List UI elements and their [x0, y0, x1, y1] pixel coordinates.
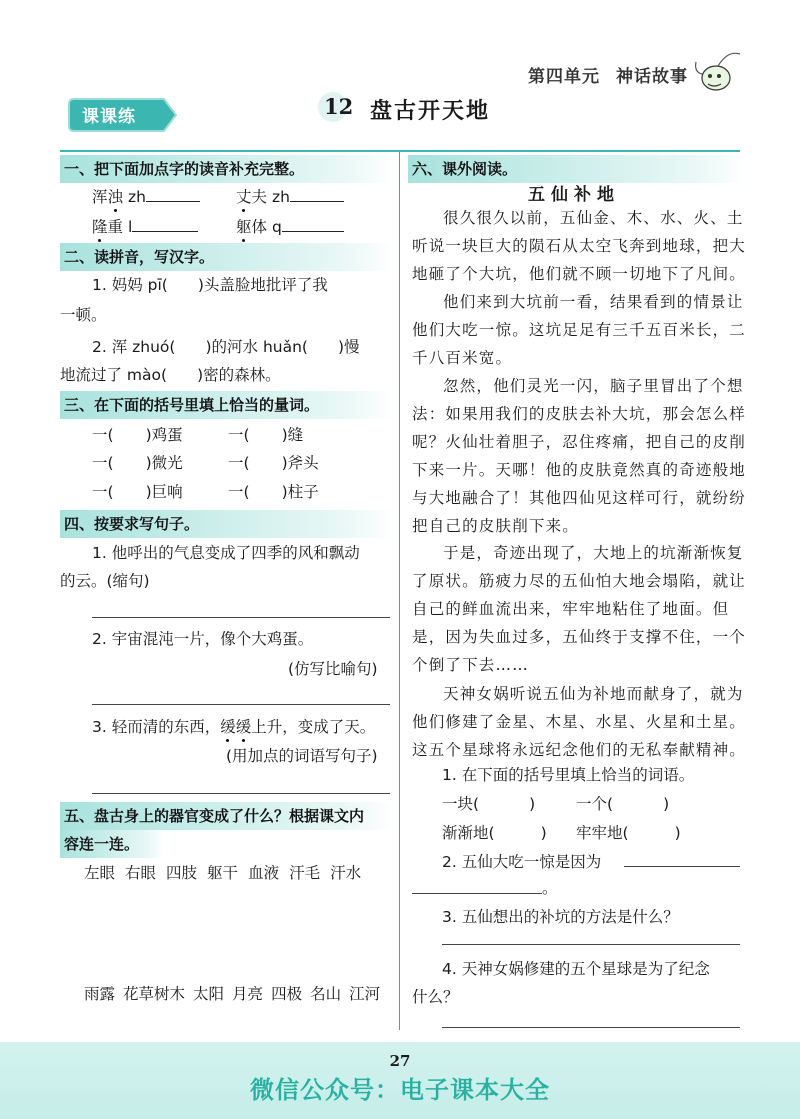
- text: 一(: [92, 426, 114, 444]
- section-5-title-line2: 容连一连。: [60, 830, 164, 858]
- dotted-char: 丈: [236, 188, 252, 206]
- reading-paragraph-3: 忽然，他们灵光一闪，脑子里冒出了个想法：如果用我们的皮肤去补大坑，那会怎么样呢？火仙壮着胆子，忍住疼痛，把自己的皮削下来一片。天哪！他的皮肤竟然真的奇迹般地与大地融合了！其他四仙见这样可行，就纷纷把自己的皮肤削下来。: [412, 377, 747, 535]
- measure-word-item: 一( )柱子: [228, 483, 319, 501]
- text: ): [540, 824, 547, 842]
- noun: 鸡蛋: [151, 426, 183, 444]
- transformations-row: [84, 983, 380, 1005]
- text: 一(: [228, 454, 250, 472]
- dotted-char: 缓: [220, 718, 236, 736]
- text: 一个(: [576, 795, 614, 813]
- reading-q2-end: 。: [542, 879, 558, 897]
- answer-blank[interactable]: [290, 187, 344, 202]
- section-2-title: 二、读拼音，写汉字。: [60, 243, 394, 271]
- page-number: 27: [389, 1052, 411, 1070]
- pinyin-hint: q: [271, 218, 282, 236]
- reading-q1-item: [576, 793, 669, 815]
- sec4-q1-line2: 的云。(缩句): [60, 572, 150, 590]
- section-1-title: 一、把下面加点字的读音补充完整。: [60, 155, 394, 183]
- text: )慢: [337, 338, 360, 356]
- organ-item[interactable]: 汗毛: [289, 864, 321, 882]
- unit-theme: 神话故事: [616, 67, 688, 87]
- text: 牢牢地(: [576, 824, 629, 842]
- transformation-item[interactable]: 四极: [271, 985, 303, 1003]
- reading-q1-item: [442, 822, 547, 844]
- answer-blank[interactable]: [146, 187, 200, 202]
- text: 一(: [92, 483, 114, 501]
- dotted-char: 隆: [92, 218, 108, 236]
- sec4-q2-line1: 2. 宇宙混沌一片，像个大鸡蛋。: [92, 630, 314, 648]
- lesson-title: 盘古开天地: [370, 98, 491, 124]
- reading-q2: 2. 五仙大吃一惊是因为: [442, 853, 602, 871]
- pinyin-item-1: [92, 186, 200, 208]
- section-6-title: 六、课外阅读。: [408, 155, 746, 183]
- section-4-title: 四、按要求写句子。: [60, 510, 394, 538]
- measure-word-item: 一( )巨响: [92, 483, 183, 501]
- unit-label: 第四单元: [528, 67, 600, 87]
- answer-line[interactable]: [92, 704, 390, 705]
- sec4-q2-hint: (仿写比喻句): [288, 660, 378, 678]
- text: 3. 轻而清的东西，: [92, 718, 221, 736]
- sec2-q1-line2: 一顿。: [60, 306, 107, 324]
- dotted-char: 躯: [236, 218, 252, 236]
- answer-line[interactable]: [624, 866, 740, 867]
- text: 上升，变成了天。: [251, 718, 376, 736]
- transformation-item[interactable]: 雨露: [84, 985, 116, 1003]
- transformation-item[interactable]: 花草树木: [123, 985, 186, 1003]
- measure-word-item: 一( )斧头: [228, 454, 319, 472]
- text: ): [529, 795, 536, 813]
- reading-title: 五仙补地: [528, 185, 620, 205]
- reading-paragraph-5: 天神女娲听说五仙为补地而献身了，就为他们修建了金星、木星、水星、火星和土星。这五个星球将永远纪念他们的无私奉献精神。: [412, 685, 747, 759]
- transformation-item[interactable]: 月亮: [232, 985, 264, 1003]
- pinyin-hint: zh: [271, 188, 290, 206]
- reading-paragraph-1: 很久很久以前，五仙金、木、水、火、土听说一块巨大的陨石从太空飞奔到地球，把大地砸了个大坑，他们就不顾一切地下了凡间。: [412, 209, 747, 283]
- sec2-q1-line1: [92, 274, 328, 296]
- reading-q4-line1: 4. 天神女娲修建的五个星球是为了纪念: [442, 960, 710, 978]
- answer-line[interactable]: [442, 944, 740, 945]
- text: 2. 浑 zhuó(: [92, 338, 176, 356]
- answer-line[interactable]: [92, 793, 390, 794]
- measure-word-item: 一( )鸡蛋: [92, 426, 183, 444]
- char: 重: [107, 218, 124, 236]
- section-3-title: 三、在下面的括号里填上恰当的量词。: [60, 391, 394, 419]
- answer-line[interactable]: [92, 617, 390, 618]
- text: 地流过了 mào(: [60, 366, 168, 384]
- noun: 微光: [151, 454, 183, 472]
- reading-paragraph-4: 于是，奇迹出现了，大地上的坑渐渐恢复了原状。筋疲力尽的五仙怕大地会塌陷，就让自己的鲜血流出来，牢牢地粘住了地面。但是，因为失血过多，五仙终于支撑不住，一个个倒了下去……: [412, 544, 747, 674]
- text: 1. 妈妈 pī(: [92, 276, 168, 294]
- dotted-char: 浊: [107, 188, 124, 206]
- sec2-q2-line2: [60, 364, 281, 386]
- dotted-char: 缓: [235, 718, 252, 736]
- section-5-title-line1: 五、盘古身上的器官变成了什么？根据课文内: [60, 802, 394, 830]
- noun: 斧头: [287, 454, 319, 472]
- text: ): [663, 795, 670, 813]
- text: ): [674, 824, 681, 842]
- answer-line[interactable]: [412, 893, 542, 894]
- text: )密的森林。: [197, 366, 281, 384]
- reading-q1-item: [576, 822, 681, 844]
- pinyin-hint: l: [127, 218, 133, 236]
- sec2-q2-line1: [92, 336, 360, 358]
- badge-text: 课课练: [82, 107, 136, 127]
- transformation-item[interactable]: 太阳: [193, 985, 225, 1003]
- organ-item[interactable]: 血液: [248, 864, 280, 882]
- reading-paragraph-2: 他们来到大坑前一看，结果看到的情景让他们大吃一惊。这坑足足有三千五百米长，二千八百米宽。: [412, 293, 747, 367]
- reading-q4-line2: 什么？: [412, 988, 459, 1006]
- sec4-q1-line1: 1. 他呼出的气息变成了四季的风和飘动: [92, 544, 360, 562]
- char: 浑: [92, 188, 108, 206]
- char: 夫: [251, 188, 268, 206]
- column-divider: [399, 152, 400, 1030]
- mascot-illustration-icon: [688, 44, 748, 100]
- pinyin-hint: zh: [127, 188, 146, 206]
- text: 一(: [92, 454, 114, 472]
- transformation-item[interactable]: 名山: [310, 985, 342, 1003]
- organ-item[interactable]: 左眼: [84, 864, 116, 882]
- pinyin-item-3: [92, 216, 198, 238]
- char: 体: [251, 218, 268, 236]
- reading-q1-item: [442, 793, 535, 815]
- sec4-q3-line1: [92, 716, 375, 738]
- watermark: 微信公众号：电子课本大全: [250, 1076, 550, 1104]
- noun: 柱子: [287, 483, 319, 501]
- organ-item[interactable]: 四肢: [166, 864, 198, 882]
- organs-row: [84, 862, 361, 884]
- text: 渐渐地(: [442, 824, 495, 842]
- answer-line[interactable]: [442, 1027, 740, 1028]
- text: 一(: [228, 426, 250, 444]
- text: )的河水 huǎn(: [205, 338, 308, 356]
- noun: 缝: [287, 426, 304, 444]
- text: 一(: [228, 483, 250, 501]
- answer-blank[interactable]: [282, 217, 344, 232]
- measure-word-item: 一( )微光: [92, 454, 183, 472]
- text: )头盖脸地批评了我: [197, 276, 328, 294]
- noun: 巨响: [151, 483, 183, 501]
- lesson-number: 12: [324, 94, 354, 119]
- organ-item[interactable]: 汗水: [330, 864, 362, 882]
- pinyin-item-2: [236, 186, 344, 208]
- pinyin-item-4: [236, 216, 344, 238]
- text: 一块(: [442, 795, 480, 813]
- transformation-item[interactable]: 江河: [349, 985, 381, 1003]
- reading-q3: 3. 五仙想出的补坑的方法是什么？: [442, 908, 679, 926]
- unit-header: [528, 62, 688, 87]
- organ-item[interactable]: 右眼: [125, 864, 157, 882]
- reading-q1: 1. 在下面的括号里填上恰当的词语。: [442, 766, 695, 784]
- measure-word-item: 一( )缝: [228, 426, 304, 444]
- sec4-q3-hint: (用加点的词语写句子): [226, 747, 378, 765]
- header-rule: [60, 150, 740, 152]
- organ-item[interactable]: 躯干: [207, 864, 239, 882]
- answer-blank[interactable]: [132, 217, 198, 232]
